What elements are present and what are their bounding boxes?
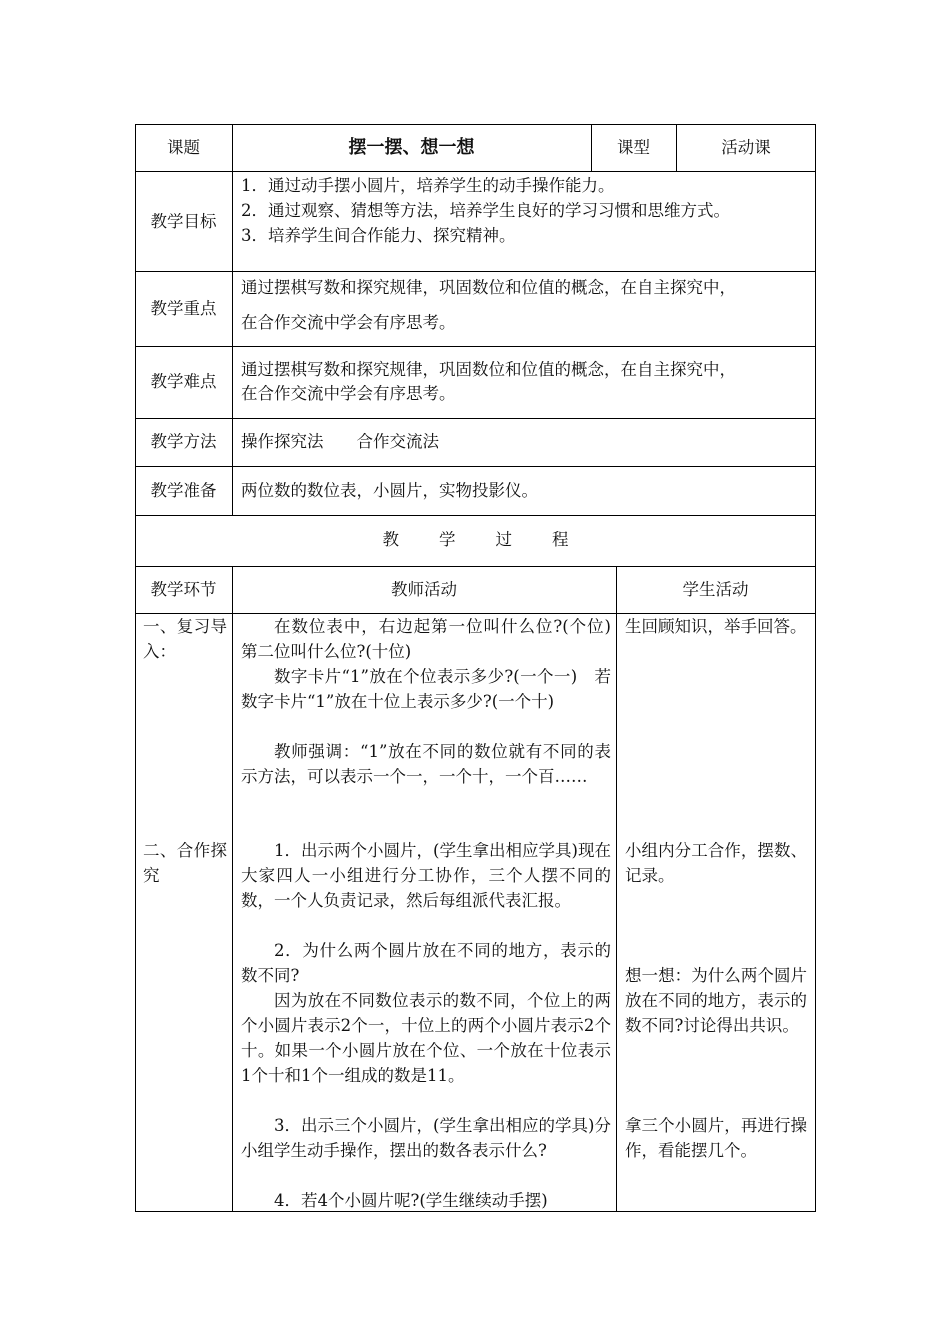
topic-label: 课题 (167, 138, 200, 157)
stage-1-teacher-paragraph: 教师强调：“1”放在不同的数位就有不同的表示方法，可以表示一个一，一个十，一个百…… (241, 742, 611, 786)
lesson-plan-table (135, 124, 816, 1212)
key-points-label: 教学重点 (150, 299, 217, 318)
stage-1-student-activity: 生回顾知识，举手回答。 (625, 617, 807, 636)
preparation-label: 教学准备 (150, 481, 217, 500)
row-divider (135, 418, 816, 419)
row-divider (135, 566, 816, 567)
stage-2-student-activity: 想一想：为什么两个圆片放在不同的地方，表示的数不同?讨论得出共识。 (625, 966, 807, 1035)
column-divider (232, 124, 233, 515)
stage-2-teacher-paragraph: 1．出示两个小圆片，(学生拿出相应学具)现在大家四人一小组进行分工协作，三个人摆不同的数，一个人负责记录，然后每组派代表汇报。 (241, 841, 611, 910)
difficulties-line: 通过摆棋写数和探究规律，巩固数位和位值的概念，在自主探究中， (241, 360, 736, 379)
stage-2-teacher-paragraph: 3．出示三个小圆片，(学生拿出相应的学具)分小组学生动手操作，摆出的数各表示什么? (241, 1116, 611, 1160)
stage-2-teacher-paragraph: 2．为什么两个圆片放在不同的地方，表示的数不同? (241, 941, 611, 985)
stage-2-student-activity: 小组内分工合作，摆数、记录。 (625, 841, 807, 885)
stage-2-teacher-paragraph: 4．若4个小圆片呢?(学生继续动手摆) (274, 1191, 548, 1210)
row-divider (135, 271, 816, 272)
teacher-column-header: 教师活动 (391, 580, 457, 599)
key-points-line: 在合作交流中学会有序思考。 (241, 313, 456, 332)
stage-1-teacher-paragraph: 数字卡片“1”放在个位表示多少?(一个一) 若数字卡片“1”放在十位上表示多少?(一个十) (241, 667, 611, 711)
column-divider (616, 566, 617, 1212)
objective-item: 3．培养学生间合作能力、探究精神。 (241, 226, 516, 245)
methods-label: 教学方法 (150, 432, 217, 451)
table-border-left (135, 124, 136, 1212)
difficulties-line: 在合作交流中学会有序思考。 (241, 384, 456, 403)
stage-2-name: 二、合作探究 (143, 841, 227, 885)
objective-item: 2．通过观察、猜想等方法，培养学生良好的学习习惯和思维方式。 (241, 201, 730, 220)
process-title: 教学过程 (382, 530, 609, 549)
student-column-header: 学生活动 (682, 580, 749, 599)
objective-item: 1．通过动手摆小圆片，培养学生的动手操作能力。 (241, 176, 615, 195)
row-divider (135, 171, 816, 172)
objectives-label: 教学目标 (150, 212, 217, 231)
stage-1-name: 一、复习导入： (143, 617, 227, 661)
row-divider (135, 466, 816, 467)
lesson-title: 摆一摆、想一想 (348, 137, 475, 158)
stage-column-header: 教学环节 (150, 580, 217, 599)
methods-value: 操作探究法 合作交流法 (241, 432, 439, 451)
type-label: 课型 (617, 138, 650, 157)
table-border-top (135, 124, 816, 125)
key-points-line: 通过摆棋写数和探究规律，巩固数位和位值的概念，在自主探究中， (241, 278, 736, 297)
stage-2-teacher-paragraph: 因为放在不同数位表示的数不同，个位上的两个小圆片表示2个一，十位上的两个小圆片表示2个十。如果一个小圆片放在个位、一个放在十位表示1个十和1个一组成的数是11。 (241, 991, 611, 1085)
lesson-type: 活动课 (721, 138, 771, 157)
stage-1-teacher-paragraph: 在数位表中，右边起第一位叫什么位?(个位) 第二位叫什么位?(十位) (241, 617, 611, 661)
row-divider (135, 346, 816, 347)
column-divider (232, 566, 233, 1212)
row-divider (135, 515, 816, 516)
preparation-value: 两位数的数位表，小圆片，实物投影仪。 (241, 481, 538, 500)
difficulties-label: 教学难点 (150, 372, 217, 391)
table-border-right (815, 124, 816, 1212)
stage-2-student-activity: 拿三个小圆片，再进行操作，看能摆几个。 (625, 1116, 807, 1160)
